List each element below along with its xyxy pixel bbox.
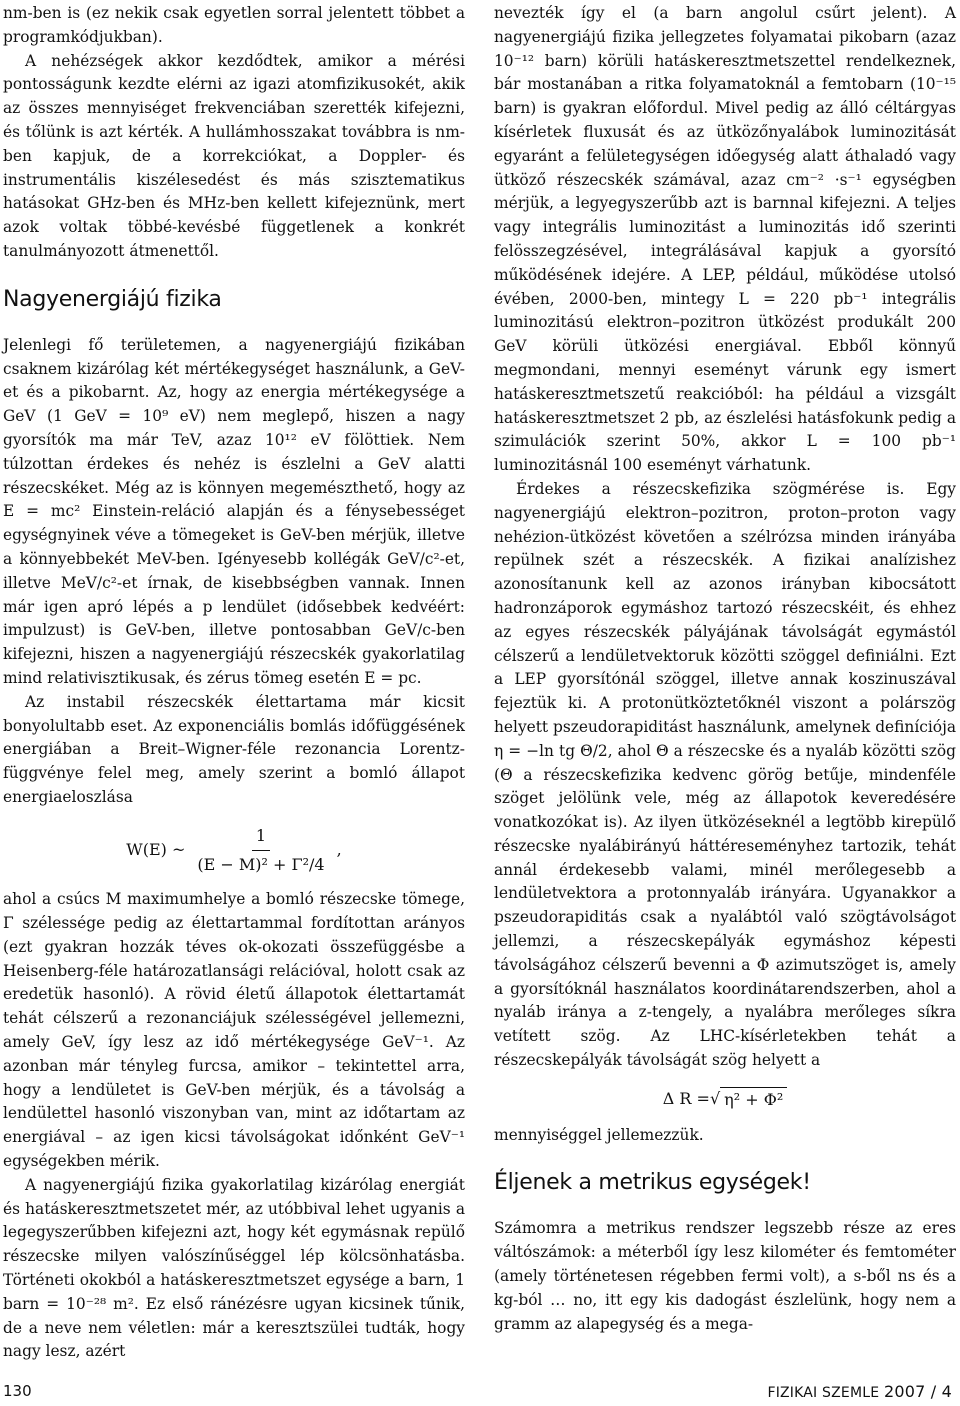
paragraph: Az instabil részecskék élettartama már kicsit bonyolultabb eset. Az exponenciális bomlás időfüggésének energiában a Breit–Wigner-féle rezonancia Lorentz-függvénye felel meg, amely szerint a bomló állapot energiaeloszlása: [3, 692, 465, 806]
square-root: [710, 1087, 787, 1112]
sqrt-sign: √: [709, 1088, 721, 1108]
formula-lhs: W(E) ~: [126, 840, 186, 860]
left-column: [3, 2, 465, 1364]
paragraph: A nehézségek akkor kezdődtek, amikor a mérési pontosságunk kezdte elérni az igazi atomfizikusokét, akik az összes mennyiséget frekvenciában szerették kifejezni, és tőlünk is azt kérték. A hullámhosszakat továbbra is nm-ben kapjuk, de a korrekciókat, a Doppler- és instrumentális kiszélesedést és más szisztematikus hatásokat GHz-ben és MHz-ben kellett kifejeznünk, mert azok voltak többé-kevésbé függetlenek a konkrét tanulmányozott átmenettől.: [3, 51, 465, 260]
paragraph: ahol a csúcs M maximumhelye a bomló részecske tömege, Γ szélessége pedig az élettartammal fordítottan arányos (ezt gyakran hozzák téves ok-okozati összefüggésbe a Heisenberg-féle határozatlansági relációval, holott csak az eredetük hasonló). A rövid életű állapotok élettartamát tehát célszerű a rezonanciájuk szélességével jellemezni, amely GeV, így lesz az idő mértékegysége GeV⁻¹. Az azonban már tényleg furcsa, amikor – tekintettel arra, hogy a lendületet is GeV-ben mérjük, és a távolság a lendülettel hasonló viszonyban van, mint az időtartam az energiával – az igen kicsi távolságokat időnként GeV⁻¹ egységekben mérik.: [3, 890, 465, 1171]
paragraph: mennyiséggel jellemezzük.: [494, 1125, 704, 1144]
paragraph: A nagyenergiájú fizika gyakorlatilag kizárólag energiát és hatáskeresztmetszetet mér, az utóbbival lehet ugyanis a legegyszerűbben kifejezni azt, hogy két egymásnak repülő részecske milyen valószínűséggel lép kölcsönhatásba. Történeti okokból a hatáskeresztmetszet egysége a barn, 1 barn = 10⁻²⁸ m². Ez első ránézésre ugyan kicsinek tűnik, de a neve nem véletlen: már a keresztszülei tudták, hogy nagy lesz, azért: [3, 1175, 465, 1361]
journal-name: FIZIKAI SZEMLE: [767, 1385, 880, 1401]
paragraph: Számomra a metrikus rendszer legszebb része az eres váltószámok: a méterből így lesz kilométer és femtométer (amely történetesen régebben fermi volt), a s-ből ns és a kg-ból … no, itt egy kis dadogást észlelünk, hogy nem a gramm az alapegység és a mega-: [494, 1219, 956, 1333]
formula-lhs: Δ R =: [662, 1089, 710, 1109]
paragraph: Jelenlegi fő területemen, a nagyenergiájú fizikában csaknem kizárólag két mértékegységet használunk, a GeV-et és a pikobarnt. Az, hogy az energia mértékegysége a GeV (1 GeV = 10⁹ eV) nem meglepő, hiszen a nagy gyorsítók ma már TeV, azaz 10¹² eV fölöttiek. Nem túlzottan érdekes és nehéz is észlelni a GeV alatti részecskéket. Még az is könnyen megemészthető, hogy az E = mc² Einstein-reláció alapján és a fénysebességet egységnyinek véve a tömegeket is GeV-ben mérjük, illetve a könnyebbekét MeV-ben. Igényesebb kollégák GeV/c²-et, illetve MeV/c²-et írnak, de kisebbségben vannak. Innen már igen apró lépés a p lendület (idősebbek kedvéért: impulzust) is GeV-ben, illetve pontosabban GeV/c-ben kifejezni, hiszen a nagyenergiájú részecskék gyakorlatilag mind relativisztikusak, és zérus tömeg esetén E = pc.: [3, 335, 465, 687]
page-number: 130: [3, 1382, 32, 1400]
formula-tail: ,: [336, 840, 342, 860]
section-heading: Nagyenergiájú fizika: [3, 286, 222, 312]
right-column: [494, 2, 956, 1336]
paragraph: nevezték így el (a barn angolul csűrt jelent). A nagyenergiájú fizika jellegzetes folyamatai pikobarn (azaz 10⁻¹² barn) körüli hatáskeresztmetszettel rendelkeznek, bár mostanában a ritka folyamatoknál a femtobarn (10⁻¹⁵ barn) is gyakran előfordul. Mivel pedig az álló céltárgyas kísérletek fluxusát és az ütközőnyalábok luminozitását egyaránt a felületegységen időegység alatt áthaladó vagy ütköző részecskék számával, azaz cm⁻² ·s⁻¹ egységben mérjük, a legyegyszerűbb azt is barnnal kifejezni. A teljes vagy integrális luminozitást a luminozitás idő szerinti felösszegzésével, integrálásával kapjuk a gyorsító működésének idejére. A LEP, például, működése utolsó évében, 2000-ben, mintegy L = 220 pb⁻¹ integrális luminozitású elektron–pozitron ütközést produkált 200 GeV körüli ütközési energiával. Ebből könnyű megmondani, mennyi eseményt várunk egy ismert hatáskeresztmetszetű reakcióból: ha például a vizsgált hatáskeresztmetszet 2 pb, az észlelési hatásfokunk pedig a szimulációk szerint 50%, akkor L = 100 pb⁻¹ luminozitásnál 100 eseményt várhatunk.: [494, 4, 956, 475]
paragraph: nm-ben is (ez nekik csak egyetlen sorral jelentett többet a programkódjukban).: [3, 4, 465, 46]
journal-footer: [767, 1382, 952, 1401]
formula-fraction: [193, 824, 328, 877]
sqrt-radicand: η² + Φ²: [720, 1087, 787, 1112]
formula-denominator: (E − M)² + Γ²/4: [197, 854, 325, 874]
section-heading: Éljenek a metrikus egységek!: [494, 1170, 811, 1196]
paragraph: Érdekes a részecskefizika szögmérése is. Egy nagyenergiájú elektron–pozitron, proton–proton vagy nehézion-ütközést követően a szélrózsa minden irányába repülnek szét a részecskék. A fizikai analízishez azonosítanunk kell az azonos irányban kibocsátott hadronzáporok egymáshoz tartozó részecskéit, és ehhez az egyes részecskék pályájának távolságát egymástól célszerű a lendületvektoruk közötti szöggel definiálni. Ezt a LEP gyorsítónál szöggel, illetve annak koszinuszával fejeztük ki. A protonütköztetőknél viszont a polárszög helyett pszeudorapiditást használunk, amelynek definíciója η = −ln tg Θ/2, ahol Θ a részecske és a nyaláb közötti szög (Θ a részecskefizika kedvenc görög betűje, mindenféle szöget jelölünk vele, még az állapotok keveredésére vonatkozókat is). Az ilyen ütközéseknél a legtöbb kirepülő részecske nyalábirányú háttéreseményhez tartozik, tehát annál érdekesebb valami, minél merőlegesebb a lendületvektora a protonnyaláb irányára. Ugyanakkor a pszeudorapiditás csak a nyalábtól való szögtávolságot jellemzi, a részecskepályák egymáshoz képesti távolságához célszerű bevenni a Φ azimutszöget is, amely a gyorsítóknál használatos koordinátarendszerben, ahol a nyaláb iránya a z-tengely, a nyalábra merőleges síkra vetített szög. Az LHC-kísérletekben tehát a részecskepályák távolságát szög helyett a: [494, 479, 957, 1070]
formula-numerator: 1: [252, 824, 270, 851]
delta-r-formula: [494, 1087, 956, 1112]
journal-issue: 2007 / 4: [883, 1382, 952, 1401]
breit-wigner-formula: [3, 824, 465, 877]
